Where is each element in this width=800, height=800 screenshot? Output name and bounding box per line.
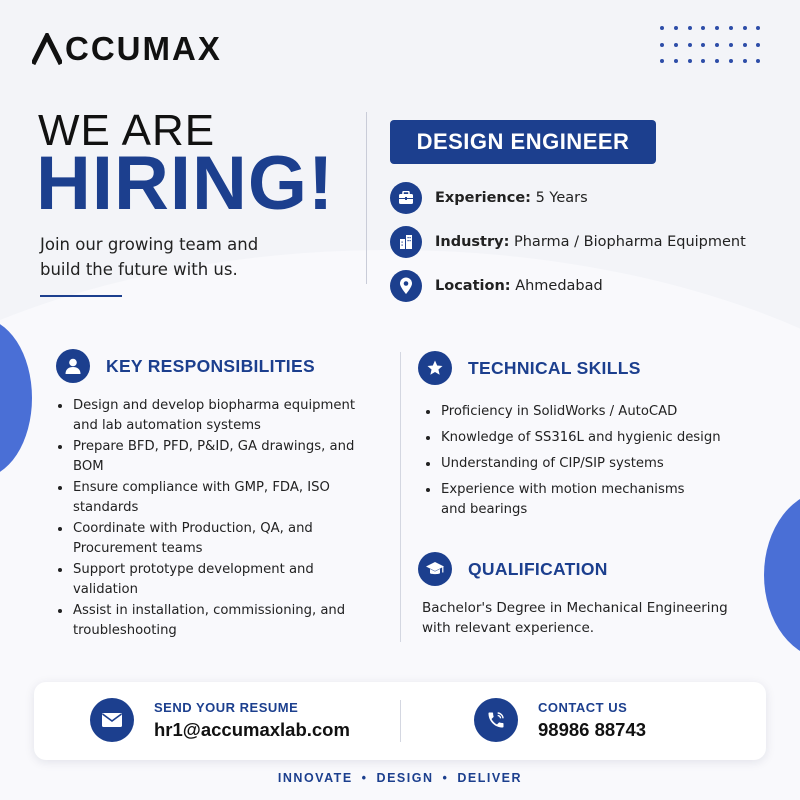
list-item: Design and develop biopharma equipment and lab automation systems — [56, 396, 356, 436]
footer-slogan — [0, 771, 800, 785]
detail-value: Ahmedabad — [515, 278, 603, 294]
skills-header — [418, 351, 641, 385]
tagline-underline — [40, 295, 122, 297]
contact-card — [34, 682, 766, 760]
detail-location — [390, 270, 603, 302]
list-item: Understanding of CIP/SIP systems — [424, 454, 734, 474]
section-divider — [400, 352, 401, 642]
list-item: Knowledge of SS316L and hygienic design — [424, 428, 734, 448]
phone-number[interactable]: 98986 88743 — [538, 718, 647, 740]
detail-value: Pharma / Biopharma Equipment — [514, 234, 746, 250]
list-item: Experience with motion mechanisms and bearings — [424, 480, 704, 520]
slogan-separator: • — [442, 771, 449, 785]
list-item: Prepare BFD, PFD, P&ID, GA drawings, and BOM — [56, 437, 356, 477]
accumax-a-logo-icon — [32, 33, 62, 65]
qualification-header — [418, 552, 608, 586]
brand-name: CCUMAX — [65, 30, 222, 67]
hero-tagline: Join our growing team and build the future with us. — [40, 235, 259, 279]
dot-grid-decoration — [660, 26, 770, 66]
detail-experience — [390, 182, 588, 214]
qualification-title: QUALIFICATION — [468, 558, 608, 579]
location-pin-icon — [390, 270, 422, 302]
list-item: Ensure compliance with GMP, FDA, ISO standards — [56, 478, 356, 518]
job-title-badge: DESIGN ENGINEER — [390, 120, 656, 164]
responsibilities-header — [56, 349, 315, 383]
slogan-word: DESIGN — [376, 771, 434, 785]
resume-label: SEND YOUR RESUME — [154, 699, 299, 715]
phone-contact[interactable] — [474, 698, 646, 742]
skills-title: TECHNICAL SKILLS — [468, 357, 641, 378]
detail-key: Location: — [435, 278, 511, 294]
contact-divider — [400, 700, 401, 742]
detail-industry — [390, 226, 746, 258]
resume-contact[interactable] — [90, 698, 350, 742]
envelope-icon — [90, 698, 134, 742]
list-item: Proficiency in SolidWorks / AutoCAD — [424, 402, 734, 422]
hero-line-1: WE ARE — [38, 106, 216, 155]
phone-label: CONTACT US — [538, 699, 628, 715]
list-item: Support prototype development and validation — [56, 560, 356, 600]
phone-icon — [474, 698, 518, 742]
qualification-text: Bachelor's Degree in Mechanical Engineering with relevant experience. — [422, 600, 728, 636]
slogan-word: DELIVER — [457, 771, 523, 785]
responsibilities-list — [56, 396, 356, 642]
slogan-separator: • — [361, 771, 368, 785]
buildings-icon — [390, 226, 422, 258]
hero-divider — [366, 112, 367, 284]
detail-key: Experience: — [435, 190, 531, 206]
graduation-cap-icon — [418, 552, 452, 586]
briefcase-icon — [390, 182, 422, 214]
slogan-word: INNOVATE — [277, 771, 353, 785]
detail-key: Industry: — [435, 234, 510, 250]
list-item: Assist in installation, commissioning, and troubleshooting — [56, 601, 356, 641]
skills-list — [424, 402, 734, 521]
responsibilities-title: KEY RESPONSIBILITIES — [106, 355, 315, 376]
person-icon — [56, 349, 90, 383]
brand-logo — [32, 30, 222, 68]
email-link[interactable]: hr1@accumaxlab.com — [154, 718, 350, 740]
detail-value: 5 Years — [535, 190, 588, 206]
hero-line-2: HIRING! — [36, 141, 335, 226]
star-icon — [418, 351, 452, 385]
list-item: Coordinate with Production, QA, and Procurement teams — [56, 519, 356, 559]
